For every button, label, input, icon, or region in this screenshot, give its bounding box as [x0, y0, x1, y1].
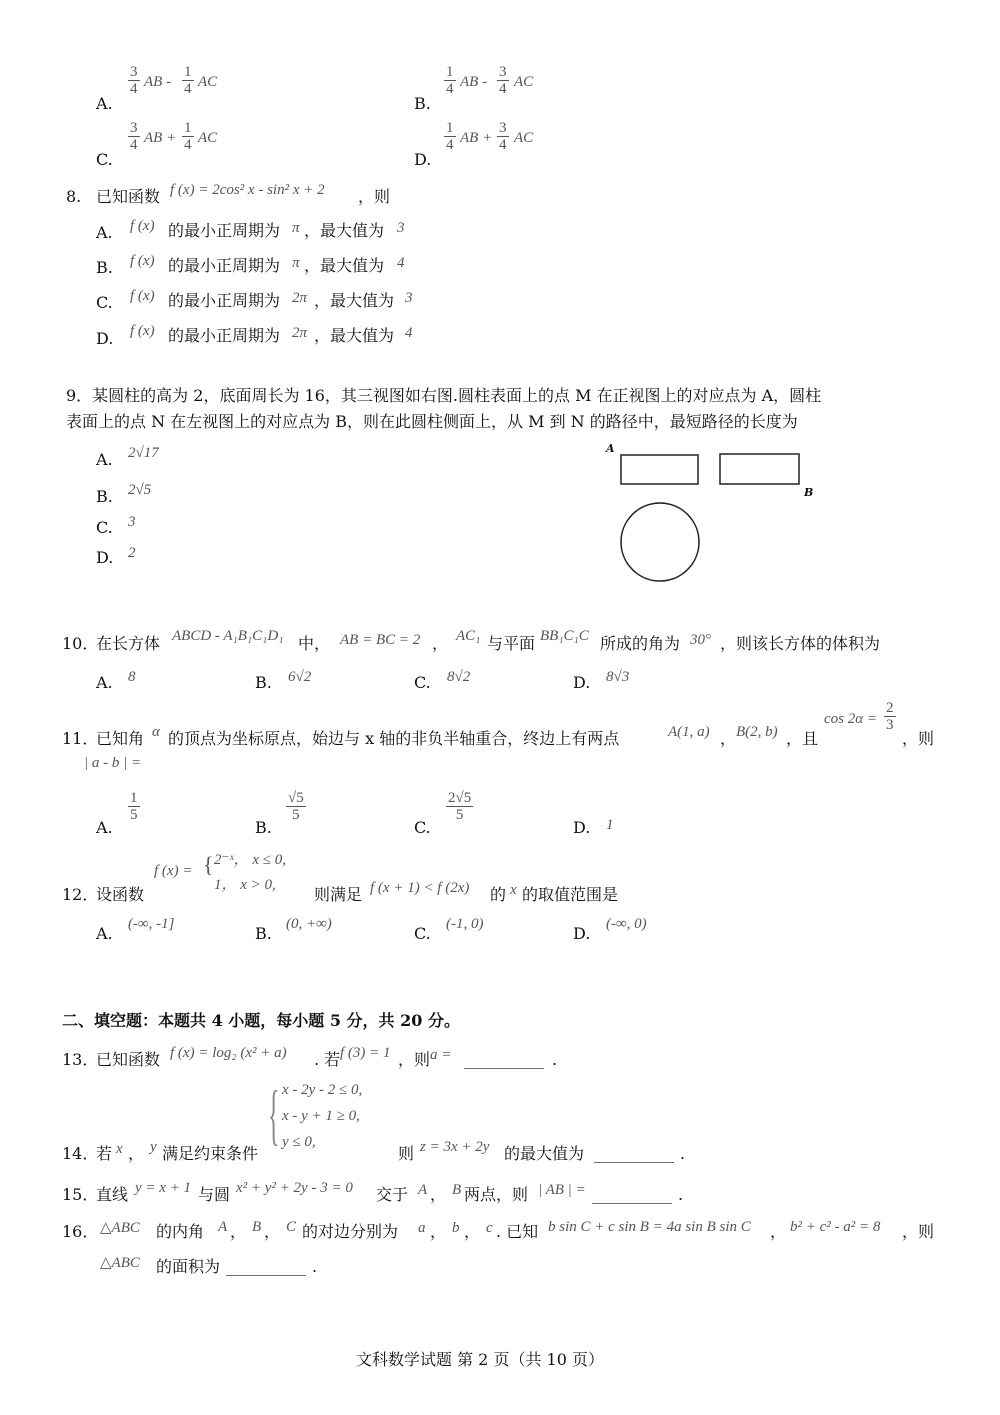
- question-text: 与平面: [487, 634, 536, 653]
- fraction: $\frac{3}{4}$: [130, 120, 138, 153]
- fraction: $\frac{1}{4}$: [184, 64, 192, 97]
- brace-icon: {: [268, 1076, 280, 1152]
- math-text: AB -: [144, 74, 172, 90]
- option-text: 的最小正周期为: [168, 256, 281, 275]
- option-label: B.: [255, 673, 272, 692]
- math-text: 4: [405, 325, 413, 341]
- question-text: 交于: [376, 1185, 409, 1204]
- option-text: 的最小正周期为: [168, 326, 281, 345]
- question-text: ，则该长方体的体积为: [720, 634, 881, 653]
- math-formula: y = x + 1: [135, 1180, 192, 1196]
- math-text: A(1, a): [668, 724, 710, 740]
- question-text: ，则: [902, 729, 935, 748]
- math-text: AC: [198, 130, 218, 146]
- question-number: 14．: [62, 1144, 99, 1163]
- question-text: 所成的角为: [600, 634, 681, 653]
- math-formula: b sin C + c sin B = 4a sin B sin C: [548, 1219, 751, 1235]
- math-formula: f (3) = 1: [340, 1045, 391, 1061]
- math-text: x: [510, 882, 517, 898]
- question-text: 已知角: [96, 729, 145, 748]
- math-text: B(2, b): [736, 724, 778, 740]
- math-text: B: [252, 1219, 262, 1235]
- math-text: 2π: [292, 290, 308, 306]
- option-value: (-∞, 0): [606, 916, 647, 932]
- math-formula: z = 3x + 2y: [420, 1139, 490, 1155]
- question-number: 13．: [62, 1050, 99, 1069]
- answer-blank[interactable]: __________: [594, 1144, 674, 1163]
- question-text: 的: [490, 885, 507, 904]
- fraction: $\frac{1}{4}$: [446, 64, 454, 97]
- math-text: | AB | =: [538, 1182, 586, 1198]
- question-number: 8.: [66, 187, 82, 206]
- option-text: 的最小正周期为: [168, 221, 281, 240]
- question-text: 在长方体: [96, 634, 161, 653]
- math-text: a: [418, 1220, 426, 1236]
- fraction: $\frac{√5}{5}$: [288, 790, 304, 823]
- question-text: ，: [230, 1222, 247, 1241]
- math-text: 4: [397, 255, 405, 271]
- math-formula: x² + y² + 2y - 3 = 0: [236, 1180, 353, 1196]
- question-text: . 已知: [496, 1222, 539, 1241]
- answer-blank[interactable]: __________: [592, 1185, 672, 1204]
- answer-blank[interactable]: __________: [226, 1257, 306, 1276]
- question-text: 两点，则: [464, 1185, 529, 1204]
- question-text: ，: [430, 1222, 447, 1241]
- math-formula: ABCD - A₁B₁C₁D₁: [172, 628, 284, 644]
- question-text: ，: [430, 1185, 447, 1204]
- front-view: [621, 455, 698, 484]
- question-text: .: [312, 1257, 318, 1276]
- math-text: c: [486, 1220, 493, 1236]
- option-label: A.: [96, 94, 113, 113]
- top-view: [621, 503, 699, 581]
- option-value: 2√5: [128, 482, 152, 498]
- math-text: f (x + 1) < f (2x): [370, 880, 470, 896]
- option-label: B.: [255, 924, 272, 943]
- math-text: AC: [514, 74, 534, 90]
- math-text: f (x): [130, 253, 155, 269]
- question-text: 的对边分别为: [302, 1222, 399, 1241]
- option-label: A.: [96, 818, 113, 837]
- question-text: .: [678, 1185, 684, 1204]
- option-value: (-∞, -1]: [128, 916, 175, 932]
- question-text: 的取值范围是: [522, 885, 619, 904]
- option-label: D.: [573, 818, 591, 837]
- math-text: △ABC: [100, 1255, 140, 1271]
- option-text: 的最小正周期为: [168, 291, 281, 310]
- question-text: 已知函数: [96, 187, 161, 206]
- question-number: 11．: [62, 729, 99, 748]
- math-text: AB +: [144, 130, 177, 146]
- math-text: f (x) =: [154, 863, 193, 879]
- math-formula: BB₁C₁C: [540, 628, 589, 644]
- math-text: 2⁻ˣ， x ≤ 0,: [214, 852, 287, 868]
- math-text: 3: [405, 290, 413, 306]
- math-text: C: [286, 1219, 297, 1235]
- question-text: ，: [720, 729, 737, 748]
- math-text: π: [292, 220, 300, 236]
- question-text: ，: [770, 1222, 787, 1241]
- math-text: △ABC: [100, 1220, 140, 1236]
- math-text: y ≤ 0,: [282, 1134, 316, 1150]
- math-formula: AB = BC = 2: [340, 632, 421, 648]
- question-number: 12．: [62, 885, 99, 904]
- question-text: .: [680, 1144, 686, 1163]
- option-value: 2: [128, 545, 136, 561]
- question-text: ，: [264, 1222, 281, 1241]
- math-text: 2π: [292, 325, 308, 341]
- option-value: 8√2: [447, 669, 471, 685]
- option-label: D.: [414, 150, 432, 169]
- math-text: x - y + 1 ≥ 0,: [282, 1108, 360, 1124]
- math-formula: b² + c² - a² = 8: [790, 1219, 881, 1235]
- math-text: AC: [514, 130, 534, 146]
- side-view: [720, 454, 799, 484]
- option-text: ，最大值为: [314, 291, 395, 310]
- math-text: f (x): [130, 218, 155, 234]
- option-label: C.: [96, 518, 113, 537]
- question-text: 中，: [298, 634, 331, 653]
- math-text: x - 2y - 2 ≤ 0,: [282, 1082, 363, 1098]
- math-text: 1， x > 0,: [214, 877, 276, 893]
- math-formula: AC₁: [456, 628, 481, 644]
- question-text: 则: [398, 1144, 415, 1163]
- option-value: (0, +∞): [286, 916, 332, 932]
- option-label: A.: [96, 924, 113, 943]
- fraction: $\frac{3}{4}$: [499, 64, 507, 97]
- option-value: 2√17: [128, 445, 159, 461]
- option-text: ，最大值为: [304, 256, 385, 275]
- option-value: (-1, 0): [446, 916, 484, 932]
- page-footer: 文科数学试题 第 2 页（共 10 页）: [356, 1350, 604, 1369]
- option-value: 6√2: [288, 669, 312, 685]
- math-text: f (x): [130, 323, 155, 339]
- question-text: 则满足: [314, 885, 363, 904]
- option-label: A.: [96, 450, 113, 469]
- question-text: 表面上的点 N 在左视图上的对应点为 B，则在此圆柱侧面上，从 M 到 N 的路径中，最短路径的长度为: [66, 412, 798, 431]
- question-number: 10．: [62, 634, 99, 653]
- math-text: A: [418, 1182, 428, 1198]
- option-text: ，最大值为: [304, 221, 385, 240]
- math-text: f (x): [130, 288, 155, 304]
- option-value: 1: [606, 817, 614, 833]
- fraction: $\frac{3}{4}$: [499, 120, 507, 153]
- option-label: D.: [573, 673, 591, 692]
- fraction: $\frac{2}{3}$: [886, 700, 894, 733]
- option-value: 8√3: [606, 669, 630, 685]
- question-text: 9．某圆柱的高为 2，底面周长为 16，其三视图如右图.圆柱表面上的点 M 在正视图上的对应点为 A，圆柱: [66, 386, 822, 405]
- fraction: $\frac{1}{4}$: [446, 120, 454, 153]
- option-label: D.: [96, 329, 114, 348]
- fraction: $\frac{2√5}{5}$: [448, 790, 472, 823]
- question-text: ，: [432, 634, 449, 653]
- option-label: C.: [96, 150, 113, 169]
- option-label: A.: [96, 223, 113, 242]
- math-text: 3: [397, 220, 405, 236]
- option-label: A.: [96, 673, 113, 692]
- math-text: AB +: [460, 130, 493, 146]
- question-text: 设函数: [96, 885, 145, 904]
- question-text: 已知函数: [96, 1050, 161, 1069]
- question-text: ，: [128, 1144, 145, 1163]
- math-formula: f (x) = 2cos² x - sin² x + 2: [170, 182, 325, 198]
- option-label: B.: [414, 94, 431, 113]
- option-label: C.: [414, 673, 431, 692]
- question-text: 的顶点为坐标原点，始边与 x 轴的非负半轴重合，终边上有两点: [168, 729, 620, 748]
- option-label: B.: [96, 487, 113, 506]
- option-value: 8: [128, 669, 136, 685]
- question-text: 满足约束条件: [162, 1144, 259, 1163]
- math-text: a =: [430, 1047, 452, 1063]
- math-text: AB -: [460, 74, 488, 90]
- math-text: B: [452, 1182, 462, 1198]
- question-text: 的面积为: [156, 1257, 221, 1276]
- math-text: cos 2α =: [824, 711, 877, 727]
- question-text: .: [552, 1050, 558, 1069]
- answer-blank[interactable]: __________: [464, 1050, 544, 1069]
- option-value: 3: [128, 514, 136, 530]
- question-text: 若: [96, 1144, 113, 1163]
- option-label: C.: [96, 293, 113, 312]
- math-text: π: [292, 255, 300, 271]
- option-label: B.: [96, 258, 113, 277]
- point-label-b: B: [804, 486, 814, 499]
- question-text: 直线: [96, 1185, 129, 1204]
- option-label: C.: [414, 924, 431, 943]
- point-label-a: A: [606, 442, 615, 455]
- question-text: ，则: [902, 1222, 935, 1241]
- question-number: 15．: [62, 1185, 99, 1204]
- math-text: α: [152, 724, 160, 740]
- section-title: 二、填空题：本题共 4 小题，每小题 5 分，共 20 分。: [62, 1011, 460, 1030]
- fraction: $\frac{1}{4}$: [184, 120, 192, 153]
- math-formula: f (x) = log₂ (x² + a): [170, 1045, 287, 1061]
- question-text: ，则: [398, 1050, 431, 1069]
- question-text: ，且: [786, 729, 819, 748]
- math-text: | a - b | =: [84, 755, 142, 771]
- math-text: AC: [198, 74, 218, 90]
- option-label: B.: [255, 818, 272, 837]
- math-formula: 30°: [690, 632, 711, 648]
- option-label: D.: [96, 548, 114, 567]
- math-text: x: [116, 1141, 123, 1157]
- question-number: 16．: [62, 1222, 99, 1241]
- math-text: y: [150, 1139, 157, 1155]
- question-text: 的最大值为: [504, 1144, 585, 1163]
- math-text: A: [218, 1219, 228, 1235]
- option-label: D.: [573, 924, 591, 943]
- question-text: 的内角: [156, 1222, 205, 1241]
- question-text: . 若: [314, 1050, 341, 1069]
- question-text: ，则: [358, 187, 391, 206]
- math-text: b: [452, 1220, 460, 1236]
- fraction: $\frac{1}{5}$: [130, 790, 138, 823]
- brace-icon: {: [203, 852, 214, 877]
- option-text: ，最大值为: [314, 326, 395, 345]
- question-text: ，: [464, 1222, 481, 1241]
- option-label: C.: [414, 818, 431, 837]
- question-text: 与圆: [198, 1185, 231, 1204]
- fraction: $\frac{3}{4}$: [130, 64, 138, 97]
